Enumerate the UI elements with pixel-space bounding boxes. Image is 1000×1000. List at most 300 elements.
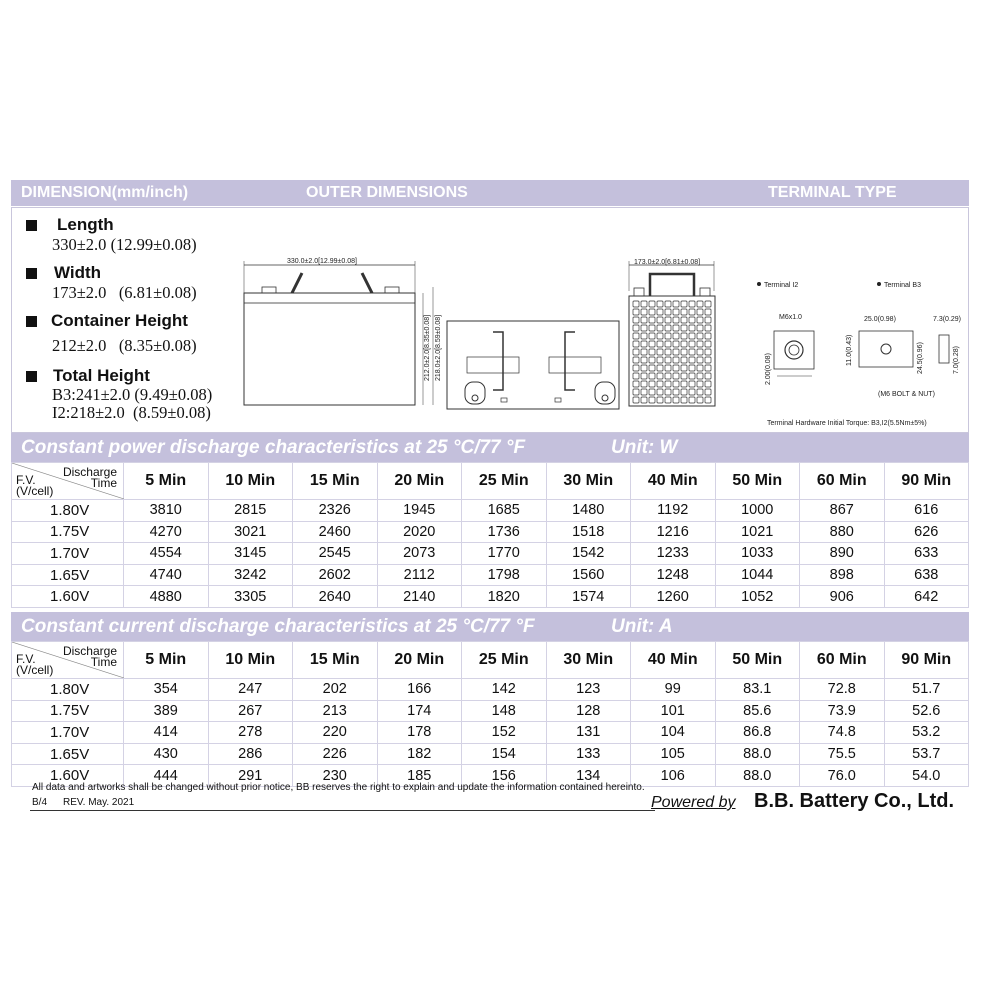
- table-cell: 106: [631, 765, 716, 787]
- table-cell: 4554: [124, 543, 209, 565]
- grid-cell: [649, 397, 655, 403]
- table-row: [12, 679, 969, 701]
- table-cell: 2020: [377, 521, 462, 543]
- table-row: [12, 543, 969, 565]
- grid-cell: [657, 389, 663, 395]
- grid-cell: [665, 301, 671, 307]
- terminal-drawings: [747, 273, 969, 428]
- grid-cell: [633, 349, 639, 355]
- table-row: [12, 564, 969, 586]
- corner-fv: F.V.: [16, 473, 36, 487]
- table-cell: 3810: [124, 500, 209, 522]
- column-header: 10 Min: [208, 642, 293, 679]
- grid-cell: [649, 317, 655, 323]
- table-cell: 86.8: [715, 722, 800, 744]
- grid-cell: [681, 373, 687, 379]
- current-section-band: [11, 612, 969, 641]
- table-cell: 1033: [715, 543, 800, 565]
- grid-cell: [649, 301, 655, 307]
- grid-cell: [689, 301, 695, 307]
- grid-cell: [657, 309, 663, 315]
- grid-cell: [673, 349, 679, 355]
- column-header: 20 Min: [377, 463, 462, 500]
- powered-by-text: Powered by: [651, 794, 736, 811]
- final-voltage-cell: 1.80V: [12, 500, 124, 522]
- final-voltage-cell: 1.80V: [12, 679, 124, 701]
- grid-cell: [673, 301, 679, 307]
- spec-total-height: [26, 366, 212, 422]
- grid-cell: [657, 301, 663, 307]
- table-cell: 1216: [631, 521, 716, 543]
- current-section-unit: Unit: A: [611, 616, 673, 637]
- column-header: 90 Min: [884, 463, 969, 500]
- grid-cell: [697, 325, 703, 331]
- table-cell: 123: [546, 679, 631, 701]
- grid-cell: [697, 317, 703, 323]
- grid-cell: [649, 341, 655, 347]
- grid-cell: [649, 325, 655, 331]
- table-cell: 633: [884, 543, 969, 565]
- grid-cell: [697, 389, 703, 395]
- grid-cell: [633, 389, 639, 395]
- table-cell: 73.9: [800, 700, 885, 722]
- table-row: [12, 586, 969, 608]
- grid-cell: [681, 365, 687, 371]
- table-cell: 128: [546, 700, 631, 722]
- grid-cell: [665, 389, 671, 395]
- grid-cell: [681, 397, 687, 403]
- table-cell: 142: [462, 679, 547, 701]
- power-section-band: [11, 433, 969, 462]
- table-cell: 638: [884, 564, 969, 586]
- bullet-icon: [26, 316, 37, 327]
- container-height-value: 212±2.0: [52, 336, 107, 355]
- corner-vcell: (V/cell): [16, 484, 54, 498]
- table-row: [12, 700, 969, 722]
- dimension-header-band: [11, 180, 969, 206]
- table-cell: 616: [884, 500, 969, 522]
- grid-cell: [649, 349, 655, 355]
- grid-cell: [697, 397, 703, 403]
- column-header: 15 Min: [293, 463, 378, 500]
- grid-cell: [681, 301, 687, 307]
- grid-cell: [681, 309, 687, 315]
- table-cell: 2545: [293, 543, 378, 565]
- grid-cell: [673, 333, 679, 339]
- b3-width-1: 25.0(0.98): [864, 316, 896, 323]
- table-cell: 104: [631, 722, 716, 744]
- bullet-icon: [26, 371, 37, 382]
- grid-cell: [665, 357, 671, 363]
- current-section-title: Constant current discharge characteristics at 25 °C/77 °F: [21, 616, 535, 637]
- table-cell: 88.0: [715, 743, 800, 765]
- outer-dimensions-label: OUTER DIMENSIONS: [306, 184, 468, 201]
- grid-cell: [689, 349, 695, 355]
- column-header: 40 Min: [631, 642, 716, 679]
- side-length-dim: 330.0±2.0[12.99±0.08]: [287, 258, 357, 265]
- table-cell: 4880: [124, 586, 209, 608]
- final-voltage-cell: 1.70V: [12, 543, 124, 565]
- table-cell: 166: [377, 679, 462, 701]
- table-cell: 74.8: [800, 722, 885, 744]
- grid-cell: [657, 373, 663, 379]
- grid-cell: [681, 349, 687, 355]
- grid-cell: [673, 309, 679, 315]
- column-header: 50 Min: [715, 463, 800, 500]
- column-header: 50 Min: [715, 642, 800, 679]
- table-cell: 213: [293, 700, 378, 722]
- grid-cell: [649, 333, 655, 339]
- spec-width: [26, 263, 197, 303]
- table-cell: 51.7: [884, 679, 969, 701]
- grid-cell: [673, 389, 679, 395]
- column-header: 25 Min: [462, 642, 547, 679]
- grid-cell: [633, 397, 639, 403]
- torque-note: Terminal Hardware Initial Torque: B3,I2(5.5Nm±5%): [767, 420, 927, 427]
- b3-height-1: 11.0(0.43): [846, 334, 853, 366]
- end-width-dim: 173.0±2.0[6.81±0.08]: [634, 259, 701, 266]
- table-row: [12, 743, 969, 765]
- column-header: 30 Min: [546, 642, 631, 679]
- table-cell: 1044: [715, 564, 800, 586]
- table-cell: 1685: [462, 500, 547, 522]
- grid-cell: [665, 325, 671, 331]
- table-cell: 133: [546, 743, 631, 765]
- table-cell: 1820: [462, 586, 547, 608]
- final-voltage-cell: 1.65V: [12, 564, 124, 586]
- table-cell: 2460: [293, 521, 378, 543]
- table-cell: 52.6: [884, 700, 969, 722]
- grid-cell: [705, 373, 711, 379]
- dimension-panel: [11, 207, 969, 433]
- grid-cell: [633, 325, 639, 331]
- grid-cell: [641, 317, 647, 323]
- container-height-inch: (8.35±0.08): [118, 336, 197, 355]
- dimension-header-label: DIMENSION(mm/inch): [21, 184, 189, 201]
- table-cell: 2602: [293, 564, 378, 586]
- width-label: Width: [54, 263, 102, 282]
- table-cell: 2326: [293, 500, 378, 522]
- final-voltage-cell: 1.70V: [12, 722, 124, 744]
- table-cell: 291: [208, 765, 293, 787]
- final-voltage-cell: 1.60V: [12, 765, 124, 787]
- grid-cell: [681, 333, 687, 339]
- table-cell: 182: [377, 743, 462, 765]
- grid-cell: [705, 309, 711, 315]
- power-section-title: Constant power discharge characteristics at 25 °C/77 °F: [21, 437, 526, 458]
- length-label: Length: [57, 215, 114, 234]
- grid-cell: [649, 373, 655, 379]
- grid-cell: [705, 349, 711, 355]
- table-cell: 2640: [293, 586, 378, 608]
- table-cell: 54.0: [884, 765, 969, 787]
- grid-cell: [705, 317, 711, 323]
- grid-cell: [705, 365, 711, 371]
- grid-cell: [641, 333, 647, 339]
- grid-cell: [673, 357, 679, 363]
- table-cell: 2112: [377, 564, 462, 586]
- grid-cell: [705, 301, 711, 307]
- table-cell: 906: [800, 586, 885, 608]
- table-cell: 1021: [715, 521, 800, 543]
- column-header: 20 Min: [377, 642, 462, 679]
- side-height-dim-1: 212.0±2.0[8.35±0.08]: [424, 314, 431, 381]
- container-height-label: Container Height: [51, 311, 188, 330]
- column-header: 30 Min: [546, 463, 631, 500]
- table-cell: 76.0: [800, 765, 885, 787]
- length-value: 330±2.0: [52, 235, 107, 254]
- end-view-drawing: [622, 256, 727, 414]
- width-value: 173±2.0: [52, 283, 107, 302]
- revision-date: REV. May. 2021: [63, 797, 135, 808]
- table-cell: 152: [462, 722, 547, 744]
- grid-cell: [649, 365, 655, 371]
- table-cell: 53.7: [884, 743, 969, 765]
- grid-cell: [705, 397, 711, 403]
- final-voltage-cell: 1.60V: [12, 586, 124, 608]
- grid-cell: [673, 317, 679, 323]
- side-view-drawing: [237, 253, 452, 418]
- grid-cell: [633, 317, 639, 323]
- grid-cell: [641, 357, 647, 363]
- grid-cell: [641, 381, 647, 387]
- table-cell: 389: [124, 700, 209, 722]
- grid-cell: [665, 381, 671, 387]
- power-section-unit: Unit: W: [611, 437, 678, 458]
- grid-cell: [681, 317, 687, 323]
- grid-cell: [657, 365, 663, 371]
- grid-cell: [673, 373, 679, 379]
- grid-cell: [697, 357, 703, 363]
- table-cell: 85.6: [715, 700, 800, 722]
- table-corner-header: [12, 642, 124, 679]
- grid-cell: [633, 365, 639, 371]
- table-cell: 867: [800, 500, 885, 522]
- table-cell: 247: [208, 679, 293, 701]
- column-header: 15 Min: [293, 642, 378, 679]
- grid-cell: [649, 309, 655, 315]
- grid-cell: [689, 381, 695, 387]
- table-cell: 4740: [124, 564, 209, 586]
- corner-discharge: Discharge: [62, 644, 117, 658]
- total-height-b3-inch: (9.49±0.08): [134, 385, 213, 404]
- table-cell: 1574: [546, 586, 631, 608]
- grid-cell: [665, 373, 671, 379]
- terminal-type-label: TERMINAL TYPE: [768, 184, 897, 201]
- table-cell: 202: [293, 679, 378, 701]
- corner-vcell: (V/cell): [16, 663, 54, 677]
- grid-cell: [633, 341, 639, 347]
- column-header: 90 Min: [884, 642, 969, 679]
- side-height-dim-2: 218.0±2.0[8.59±0.08]: [435, 314, 442, 381]
- table-cell: 226: [293, 743, 378, 765]
- table-cell: 1000: [715, 500, 800, 522]
- table-cell: 1770: [462, 543, 547, 565]
- table-cell: 626: [884, 521, 969, 543]
- table-cell: 99: [631, 679, 716, 701]
- table-cell: 430: [124, 743, 209, 765]
- table-cell: 1560: [546, 564, 631, 586]
- table-cell: 3021: [208, 521, 293, 543]
- grid-cell: [665, 349, 671, 355]
- grid-cell: [657, 349, 663, 355]
- grid-cell: [689, 397, 695, 403]
- grid-cell: [657, 325, 663, 331]
- table-cell: 4270: [124, 521, 209, 543]
- table-cell: 2815: [208, 500, 293, 522]
- i2-height-label: 2.00(0.08): [765, 353, 772, 385]
- grid-cell: [641, 373, 647, 379]
- table-cell: 278: [208, 722, 293, 744]
- grid-cell: [633, 357, 639, 363]
- grid-cell: [705, 389, 711, 395]
- grid-cell: [681, 381, 687, 387]
- grid-cell: [689, 325, 695, 331]
- table-cell: 444: [124, 765, 209, 787]
- grid-cell: [697, 365, 703, 371]
- table-cell: 148: [462, 700, 547, 722]
- table-cell: 178: [377, 722, 462, 744]
- grid-cell: [665, 341, 671, 347]
- table-cell: 1518: [546, 521, 631, 543]
- table-cell: 414: [124, 722, 209, 744]
- terminal-b3-label: Terminal B3: [884, 282, 921, 289]
- table-cell: 72.8: [800, 679, 885, 701]
- final-voltage-cell: 1.75V: [12, 700, 124, 722]
- grid-cell: [649, 389, 655, 395]
- total-height-b3: B3:241±2.0: [52, 385, 131, 404]
- total-height-i2: I2:218±2.0: [52, 403, 125, 422]
- grid-cell: [657, 357, 663, 363]
- b3-height-3: 7.0(0.28): [953, 345, 960, 374]
- spec-container-height: [26, 311, 197, 356]
- grid-cell: [705, 341, 711, 347]
- grid-cell: [633, 333, 639, 339]
- grid-cell: [665, 333, 671, 339]
- grid-cell: [657, 317, 663, 323]
- corner-time: Time: [90, 655, 117, 669]
- current-table: [11, 641, 969, 787]
- grid-cell: [633, 373, 639, 379]
- table-cell: 1798: [462, 564, 547, 586]
- grid-cell: [705, 325, 711, 331]
- grid-cell: [689, 317, 695, 323]
- grid-cell: [673, 325, 679, 331]
- corner-time: Time: [90, 476, 117, 490]
- grid-cell: [697, 309, 703, 315]
- disclaimer-text: All data and artworks shall be changed without prior notice, BB reserves the right to explain and update the information contained hereinto.: [32, 782, 645, 793]
- table-cell: 156: [462, 765, 547, 787]
- table-cell: 1945: [377, 500, 462, 522]
- grid-cell: [641, 397, 647, 403]
- grid-cell: [657, 333, 663, 339]
- grid-cell: [641, 349, 647, 355]
- table-cell: 267: [208, 700, 293, 722]
- grid-cell: [641, 389, 647, 395]
- table-cell: 3305: [208, 586, 293, 608]
- table-cell: 1260: [631, 586, 716, 608]
- grid-cell: [689, 333, 695, 339]
- grid-cell: [649, 357, 655, 363]
- table-cell: 154: [462, 743, 547, 765]
- grid-cell: [641, 365, 647, 371]
- grid-cell: [665, 397, 671, 403]
- grid-cell: [673, 341, 679, 347]
- table-cell: 75.5: [800, 743, 885, 765]
- grid-cell: [705, 381, 711, 387]
- table-cell: 1192: [631, 500, 716, 522]
- table-cell: 83.1: [715, 679, 800, 701]
- grid-cell: [681, 325, 687, 331]
- table-cell: 898: [800, 564, 885, 586]
- table-cell: 1052: [715, 586, 800, 608]
- table-cell: 185: [377, 765, 462, 787]
- grid-cell: [705, 333, 711, 339]
- grid-cell: [673, 381, 679, 387]
- final-voltage-cell: 1.65V: [12, 743, 124, 765]
- table-cell: 354: [124, 679, 209, 701]
- table-cell: 286: [208, 743, 293, 765]
- grid-cell: [697, 301, 703, 307]
- table-cell: 1736: [462, 521, 547, 543]
- grid-cell: [689, 365, 695, 371]
- bullet-icon: [26, 220, 37, 231]
- table-cell: 3242: [208, 564, 293, 586]
- grid-cell: [649, 381, 655, 387]
- grid-cell: [641, 325, 647, 331]
- grid-cell: [697, 373, 703, 379]
- grid-cell: [633, 309, 639, 315]
- table-cell: 1233: [631, 543, 716, 565]
- b3-height-2: 24.5(0.96): [917, 342, 924, 374]
- total-height-i2-inch: (8.59±0.08): [133, 403, 211, 422]
- final-voltage-cell: 1.75V: [12, 521, 124, 543]
- grid-cell: [641, 341, 647, 347]
- footer-divider: [30, 810, 655, 811]
- b3-width-2: 7.3(0.29): [933, 316, 962, 323]
- width-inch: (6.81±0.08): [118, 283, 197, 302]
- grid-cell: [681, 389, 687, 395]
- grid-cell: [689, 309, 695, 315]
- terminal-i2-label: Terminal I2: [764, 282, 799, 289]
- column-header: 40 Min: [631, 463, 716, 500]
- table-row: [12, 500, 969, 522]
- table-cell: 101: [631, 700, 716, 722]
- column-header: 5 Min: [124, 463, 209, 500]
- grid-cell: [665, 317, 671, 323]
- table-cell: 3145: [208, 543, 293, 565]
- grid-cell: [697, 349, 703, 355]
- corner-discharge: Discharge: [62, 465, 117, 479]
- grid-cell: [705, 357, 711, 363]
- table-cell: 890: [800, 543, 885, 565]
- table-cell: 88.0: [715, 765, 800, 787]
- grid-cell: [641, 301, 647, 307]
- table-cell: 642: [884, 586, 969, 608]
- bullet-icon: [26, 268, 37, 279]
- b3-note: (M6 BOLT & NUT): [878, 391, 935, 398]
- table-cell: 1480: [546, 500, 631, 522]
- i2-thread-label: M6x1.0: [779, 314, 802, 321]
- column-header: 10 Min: [208, 463, 293, 500]
- grid-cell: [681, 357, 687, 363]
- grid-cell: [657, 397, 663, 403]
- table-cell: 174: [377, 700, 462, 722]
- table-cell: 131: [546, 722, 631, 744]
- grid-cell: [689, 357, 695, 363]
- corner-fv: F.V.: [16, 652, 36, 666]
- top-view-drawing: [445, 318, 625, 413]
